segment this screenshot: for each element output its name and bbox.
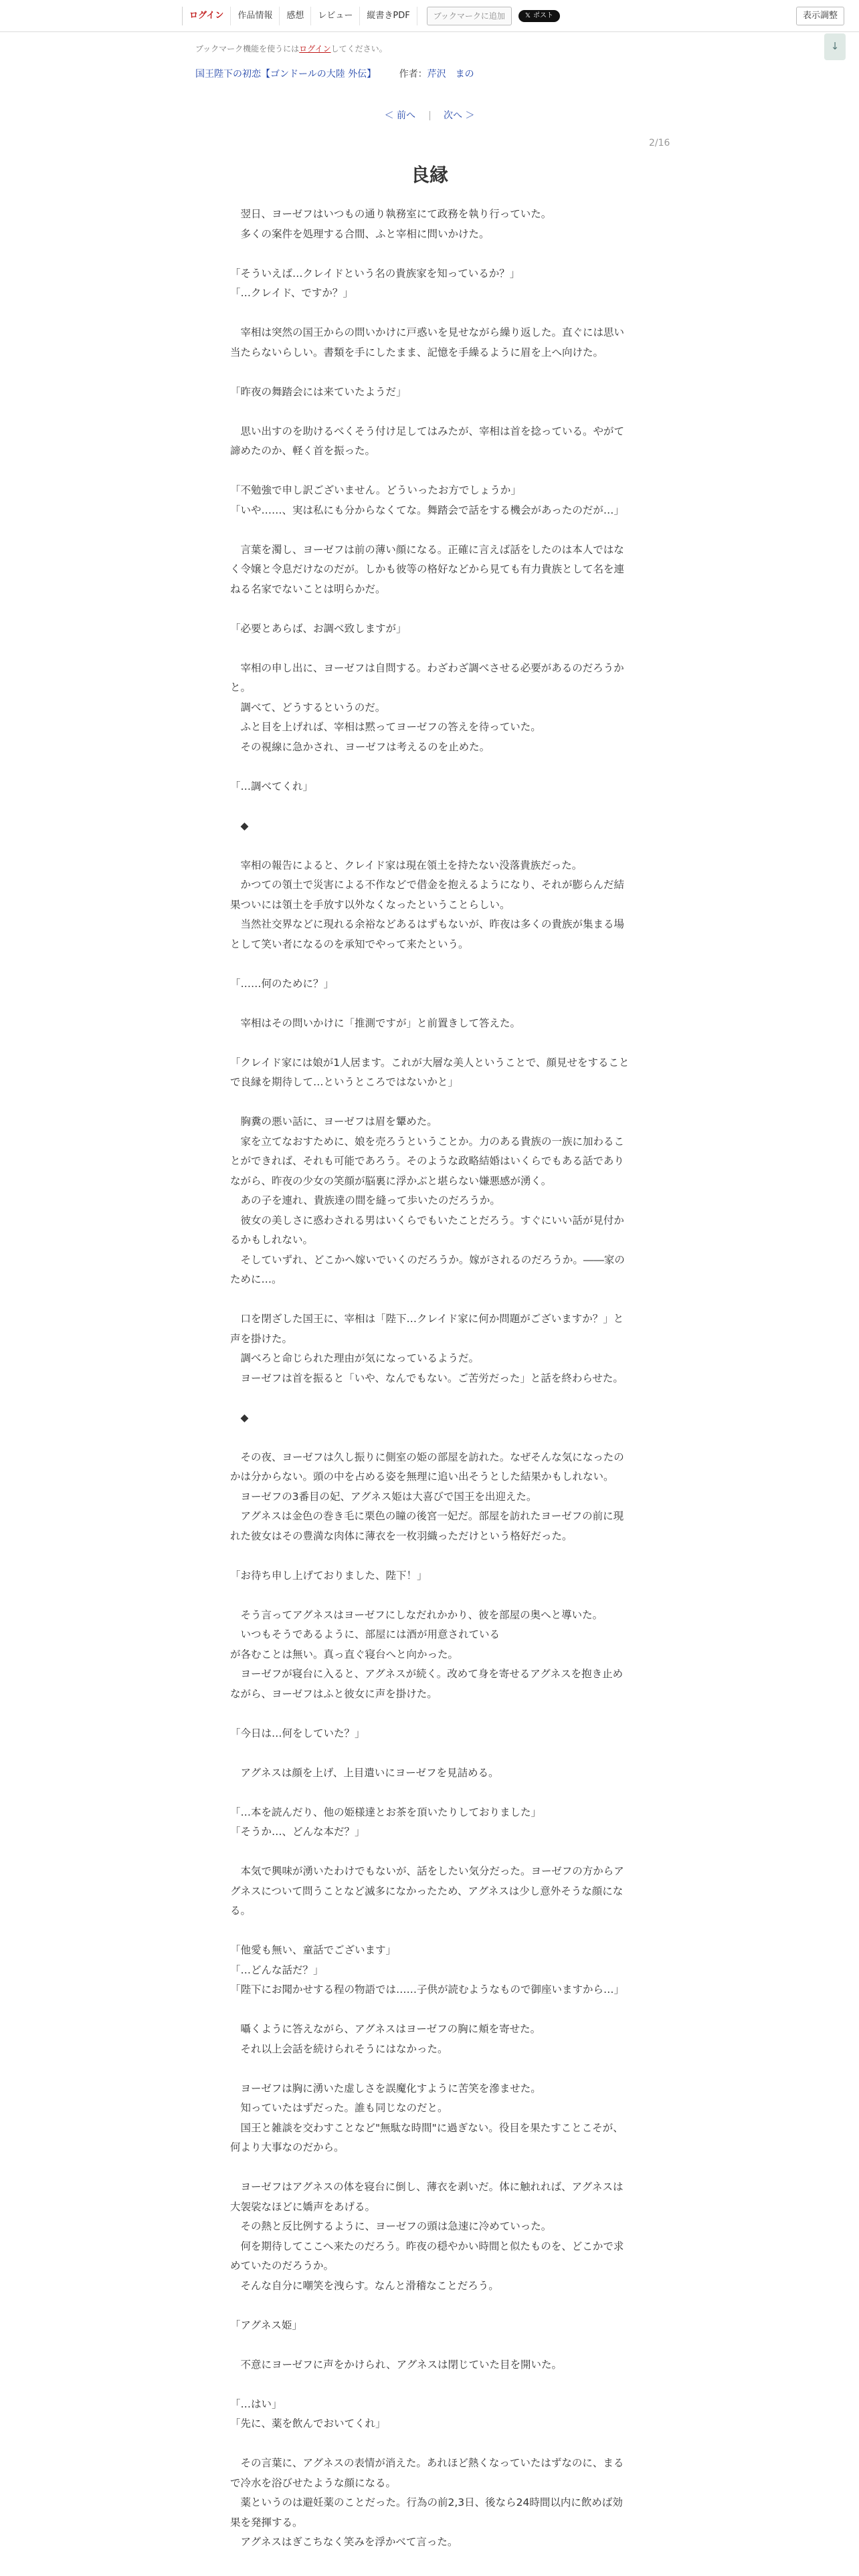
body-paragraph: 「先に、薬を飲んでおいてくれ」 <box>230 2418 386 2430</box>
body-paragraph: 不意にヨーゼフに声をかけられ、アグネスは閉じていた目を開いた。 <box>230 2358 563 2371</box>
body-paragraph: 「そういえば…クレイドという名の貴族家を知っているか？」 <box>230 267 520 280</box>
body-paragraph: あの子を連れ、貴族達の間を縫って歩いたのだろうか。 <box>230 1194 500 1206</box>
body-paragraph: 「そうか…、どんな本だ？」 <box>230 1826 365 1838</box>
blank-line <box>230 1783 630 1803</box>
blank-line <box>230 2059 630 2079</box>
body-paragraph: いつもそうであるように、部屋には酒が用意されている <box>230 1628 500 1640</box>
x-logo-icon: 𝕏 <box>524 12 531 19</box>
share-x-button[interactable] <box>518 10 560 22</box>
blank-line <box>230 2296 630 2316</box>
blank-line <box>230 1290 630 1310</box>
next-chapter-link[interactable]: 次へ ＞ <box>443 110 475 121</box>
body-paragraph: その熱と反比例するように、ヨーゼフの頭は急速に冷めていった。 <box>230 2220 552 2232</box>
author-label: 作者： <box>399 69 427 80</box>
body-paragraph: そう言ってアグネスはヨーゼフにしなだれかかり、彼を部屋の奥へと導いた。 <box>230 1608 603 1621</box>
bookmark-login-notice <box>195 43 387 54</box>
body-paragraph: 「…クレイド、ですか？」 <box>230 287 353 299</box>
chapter-pager <box>0 108 859 122</box>
body-paragraph: 調べろと命じられた理由が気になっているようだ。 <box>230 1352 480 1364</box>
notice-suffix: してください。 <box>330 44 387 53</box>
body-paragraph: ◆ <box>230 819 249 832</box>
share-x-label: ポスト <box>533 12 553 19</box>
body-paragraph: ヨーゼフは胸に湧いた虚しさを誤魔化すように苦笑を滲ませた。 <box>230 2082 541 2095</box>
body-paragraph: 「お待ち申し上げておりました、陛下！」 <box>230 1569 427 1582</box>
body-paragraph: 胸糞の悪い話に、ヨーゼフは眉を顰めた。 <box>230 1115 438 1128</box>
body-paragraph: 調べて、どうするというのだ。 <box>230 701 386 714</box>
display-settings-button[interactable]: 表示調整 <box>796 7 844 25</box>
blank-line <box>230 1033 630 1053</box>
body-paragraph: 思い出すのを助けるべくそう付け足してはみたが、宰相は首を捻っている。やがて諦めたのか、軽く首を振った。 <box>230 425 625 457</box>
body-paragraph: 翌日、ヨーゼフはいつもの通り執務室にて政務を執り行っていた。 <box>230 208 552 220</box>
body-paragraph: かつての領土で災害による不作などで借金を抱えるようになり、それが膨らんだ結果ついには領土を手放す以外なくなったということらしい。 <box>230 879 625 911</box>
blank-line <box>230 1388 630 1408</box>
nav-work-info[interactable]: 作品情報 <box>230 7 279 25</box>
blank-line <box>230 1704 630 1724</box>
body-paragraph: 「今日は…何をしていた？」 <box>230 1727 365 1739</box>
blank-line <box>230 796 630 817</box>
body-paragraph: 「…はい」 <box>230 2397 282 2410</box>
blank-line <box>230 2434 630 2454</box>
novel-body <box>230 205 630 2553</box>
blank-line <box>230 1586 630 1606</box>
body-paragraph: アグネスは金色の巻き毛に栗色の瞳の後宮一妃だ。部屋を訪れたヨーゼフの前に現れた彼女はその豊満な肉体に薄衣を一枚羽織っただけという格好だった。 <box>230 1510 624 1542</box>
blank-line <box>230 1743 630 1763</box>
body-paragraph: 「クレイド家には娘が1人居ます。これが大層な美人ということで、顔見せをすることで良縁を期待して…というところではないかと」 <box>230 1056 630 1088</box>
body-paragraph: ヨーゼフはアグネスの体を寝台に倒し、薄衣を剥いだ。体に触れれば、アグネスは大袈裟なほどに嬌声をあげる。 <box>230 2181 624 2213</box>
body-paragraph: 「アグネス姫」 <box>230 2319 302 2331</box>
blank-line <box>230 2335 630 2355</box>
body-paragraph: 「……何のために？」 <box>230 977 335 990</box>
body-paragraph: 口を閉ざした国王に、宰相は「陛下…クレイド家に何か問題がございますか？」と声を掛けた。 <box>230 1313 624 1345</box>
top-nav <box>182 7 560 25</box>
body-paragraph: それ以上会話を続けられそうにはなかった。 <box>230 2042 448 2055</box>
notice-login-link[interactable]: ログイン <box>299 44 331 53</box>
body-paragraph: 「不勉強で申し訳ございません。どういったお方でしょうか」 <box>230 484 521 496</box>
prev-chapter-link[interactable]: ＜ 前へ <box>384 110 416 121</box>
blank-line <box>230 2375 630 2395</box>
body-paragraph: 本気で興味が湧いたわけでもないが、話をしたい気分だった。ヨーゼフの方からアグネスについて問うことなど滅多になかったため、アグネスは少し意外そうな顔になる。 <box>230 1865 624 1917</box>
top-bar <box>0 0 859 32</box>
scroll-down-icon[interactable]: ↓ <box>824 33 846 60</box>
nav-vertical-pdf[interactable]: 縦書きPDF <box>359 7 417 25</box>
body-paragraph: 宰相の申し出に、ヨーゼフは自問する。わざわざ調べさせる必要があるのだろうかと。 <box>230 661 624 693</box>
body-paragraph: 「…調べてくれ」 <box>230 780 314 792</box>
body-paragraph: 囁くように答えながら、アグネスはヨーゼフの胸に頬を寄せた。 <box>230 2023 541 2035</box>
body-paragraph: 宰相は突然の国王からの問いかけに戸惑いを見せながら繰り返した。直ぐには思い当たらないらしい。書類を手にしたまま、記憶を手繰るように眉を上へ向けた。 <box>230 326 625 358</box>
body-paragraph: ふと目を上げれば、宰相は黙ってヨーゼフの答えを待っていた。 <box>230 721 541 733</box>
series-title-link[interactable]: 国王陛下の初恋【ゴンドールの大陸 外伝】 <box>195 69 377 80</box>
body-paragraph: 多くの案件を処理する合間、ふと宰相に問いかけた。 <box>230 227 490 240</box>
body-paragraph: が各むことは無い。真っ直ぐ寝台へと向かった。 <box>230 1648 459 1660</box>
nav-review[interactable]: レビュー <box>310 7 359 25</box>
body-paragraph: 「必要とあらば、お調べ致しますが」 <box>230 622 407 635</box>
blank-line <box>230 2158 630 2178</box>
body-paragraph: ヨーゼフの3番目の妃、アグネス姫は大喜びで国王を出迎えた。 <box>230 1490 537 1503</box>
body-paragraph: 当然社交界などに現れる余裕などあるはずもないが、昨夜は多くの貴族が集まる場として笑い者になるのを承知でやって来たという。 <box>230 918 625 950</box>
body-paragraph: ヨーゼフは首を振ると「いや、なんでもない。ご苦労だった」と話を終わらせた。 <box>230 1372 624 1384</box>
author-link[interactable]: 芹沢 まの <box>427 69 474 80</box>
body-paragraph: 何を期待してここへ来たのだろう。昨夜の穏やかい時間と似たものを、どこかで求めていたのだろうか。 <box>230 2240 624 2272</box>
blank-line <box>230 304 630 324</box>
series-header <box>195 67 474 80</box>
body-paragraph: その夜、ヨーゼフは久し振りに側室の姫の部屋を訪れた。なぜそんな気になったのかは分からない。頭の中を占める姿を無理に追い出そうとした結果かもしれない。 <box>230 1451 624 1483</box>
body-paragraph: 「昨夜の舞踏会には来ていたようだ」 <box>230 385 407 398</box>
body-paragraph: 宰相はその問いかけに「推測ですが」と前置きして答えた。 <box>230 1016 521 1029</box>
body-paragraph: その言葉に、アグネスの表情が消えた。あれほど熱くなっていたはずなのに、まるで冷水を浴びせたような顔になる。 <box>230 2457 624 2489</box>
blank-line <box>230 461 630 481</box>
body-paragraph: ◆ <box>230 1411 249 1424</box>
blank-line <box>230 639 630 659</box>
body-paragraph: そんな自分に嘲笑を洩らす。なんと滑稽なことだろう。 <box>230 2279 499 2292</box>
blank-line <box>230 244 630 264</box>
blank-line <box>230 836 630 856</box>
body-paragraph: 「…本を読んだり、他の姫様達とお茶を頂いたりしておりました」 <box>230 1806 542 1818</box>
body-paragraph: 薬というのは避妊薬のことだった。行為の前2,3日、後なら24時間以内に飲めば効果を発揮する。 <box>230 2496 623 2529</box>
body-paragraph: 「いや……、実は私にも分からなくてな。舞踏会で話をする機会があったのだが…」 <box>230 504 624 516</box>
blank-line <box>230 954 630 974</box>
body-paragraph: 彼女の美しさに惑わされる男はいくらでもいたことだろう。すぐにいい話が見付かるかもしれない。 <box>230 1214 624 1246</box>
nav-impressions[interactable]: 感想 <box>279 7 310 25</box>
body-paragraph: 宰相の報告によると、クレイド家は現在領土を持たない没落貴族だった。 <box>230 859 583 871</box>
blank-line <box>230 757 630 777</box>
body-paragraph: アグネスは顔を上げ、上目遣いにヨーゼフを見詰める。 <box>230 1766 499 1779</box>
notice-prefix: ブックマーク機能を使うには <box>195 44 300 53</box>
blank-line <box>230 2000 630 2020</box>
blank-line <box>230 520 630 540</box>
body-paragraph: 国王と雑談を交わすことなど"無駄な時間"に過ぎない。役目を果たすことこそが、何より大事なのだから。 <box>230 2121 624 2153</box>
blank-line <box>230 362 630 383</box>
blank-line <box>230 994 630 1014</box>
body-paragraph: 知っていたはずだった。誰も同じなのだと。 <box>230 2102 448 2114</box>
add-bookmark-button[interactable]: ブックマークに追加 <box>427 7 512 25</box>
body-paragraph: その視線に急かされ、ヨーゼフは考えるのを止めた。 <box>230 740 490 753</box>
blank-line <box>230 599 630 619</box>
blank-line <box>230 1093 630 1113</box>
page-number: 2/16 <box>649 138 670 148</box>
body-paragraph: ヨーゼフが寝台に入ると、アグネスが続く。改めて身を寄せるアグネスを抱き止めながら、ヨーゼフはふと彼女に声を掛けた。 <box>230 1668 624 1700</box>
chapter-title: 良縁 <box>410 164 448 186</box>
blank-line <box>230 1921 630 1941</box>
body-paragraph: そしていずれ、どこかへ嫁いでいくのだろうか。嫁がされるのだろうか。――家のために…。 <box>230 1253 625 1285</box>
body-paragraph: 言葉を濁し、ヨーゼフは前の薄い顔になる。正確に言えば話をしたのは本人ではなく令嬢と令息だけなのだが。しかも彼等の格好などから見ても有力貴族として名を連ねる名家でないことは明らかだ。 <box>230 543 625 595</box>
body-paragraph: 「…どんな話だ？」 <box>230 1963 324 1976</box>
body-paragraph: アグネスはぎこちなく笑みを浮かべて言った。 <box>230 2536 458 2548</box>
blank-line <box>230 402 630 422</box>
blank-line <box>230 1842 630 1862</box>
blank-line <box>230 1428 630 1448</box>
login-link[interactable]: ログイン <box>182 7 230 25</box>
body-paragraph: 家を立てなおすために、娘を売ろうということか。力のある貴族の一族に加わることができれば、それも可能であろう。そのような政略結婚はいくらでもある話でありながら、昨夜の少女の笑顔が脳裏に浮かぶと堪らない嫌悪感が湧く。 <box>230 1135 625 1187</box>
body-paragraph: 「陛下にお聞かせする程の物語では……子供が読むようなもので御座いますから…」 <box>230 1983 625 1996</box>
body-paragraph: 「他愛も無い、童話でございます」 <box>230 1944 397 1956</box>
blank-line <box>230 1546 630 1566</box>
